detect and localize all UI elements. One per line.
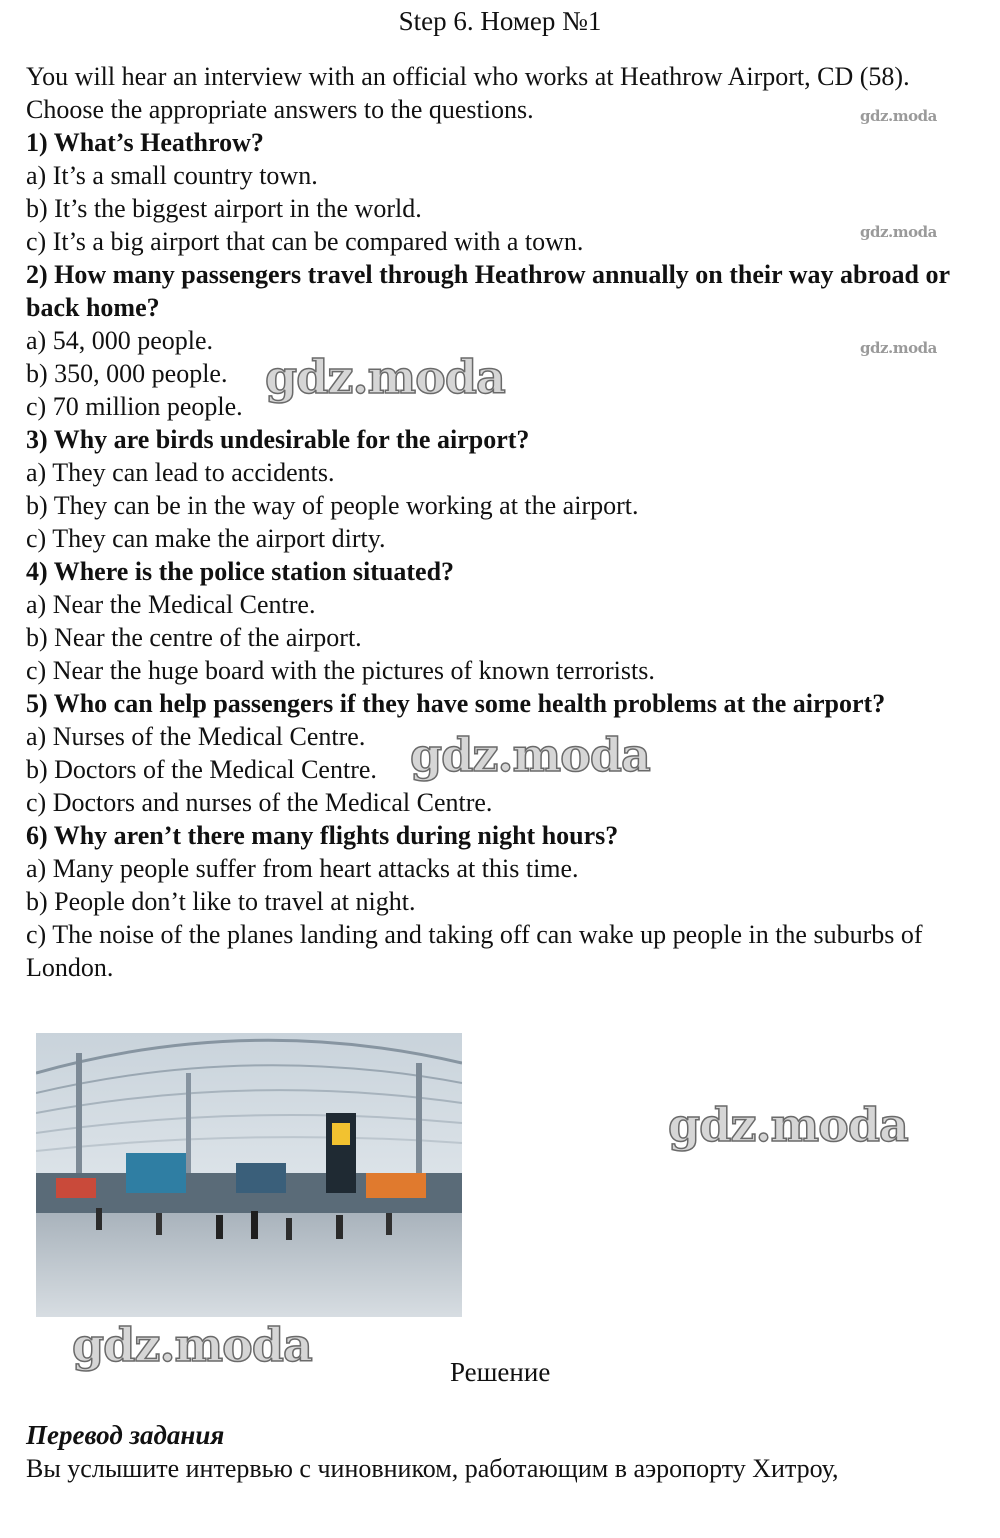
answer-5b: b) Doctors of the Medical Centre. [26, 755, 377, 784]
watermark-large: gdz.moda [72, 1318, 312, 1372]
answer-3b: b) They can be in the way of people working at the airport. [26, 491, 639, 520]
intro-text: You will hear an interview with an official who works at Heathrow Airport, CD (58). Choose the appropriate answers to the questions. [26, 62, 910, 124]
answer-1b: b) It’s the biggest airport in the world. [26, 194, 422, 223]
answer-6a: a) Many people suffer from heart attacks at this time. [26, 854, 579, 883]
question-4: 4) Where is the police station situated? [26, 557, 455, 586]
question-3: 3) Why are birds undesirable for the airport? [26, 425, 530, 454]
watermark-small: gdz.moda [860, 223, 937, 241]
question-2: 2) How many passengers travel through Heathrow annually on their way abroad or back home? [26, 260, 950, 322]
translation-text: Вы услышите интервью с чиновником, работающим в аэропорту Хитроу, [26, 1454, 839, 1483]
answer-4c: c) Near the huge board with the pictures of known terrorists. [26, 656, 655, 685]
question-5: 5) Who can help passengers if they have some health problems at the airport? [26, 689, 886, 718]
solution-label: Решение [450, 1357, 551, 1387]
answer-1c: c) It’s a big airport that can be compared with a town. [26, 227, 584, 256]
page-title: Step 6. Номер №1 [398, 6, 602, 36]
answer-5a: a) Nurses of the Medical Centre. [26, 722, 366, 751]
question-6: 6) Why aren’t there many flights during night hours? [26, 821, 619, 850]
watermark-small: gdz.moda [860, 339, 937, 357]
answer-3c: c) They can make the airport dirty. [26, 524, 386, 553]
answer-6b: b) People don’t like to travel at night. [26, 887, 416, 916]
translation-title: Перевод задания [26, 1420, 225, 1450]
answer-3a: a) They can lead to accidents. [26, 458, 335, 487]
watermark-large: gdz.moda [410, 728, 650, 782]
answer-2b: b) 350, 000 people. [26, 359, 228, 388]
answer-4a: a) Near the Medical Centre. [26, 590, 316, 619]
answer-2a: a) 54, 000 people. [26, 326, 214, 355]
airport-terminal-photo [36, 1033, 462, 1317]
watermark-large: gdz.moda [668, 1098, 908, 1152]
answer-1a: a) It’s a small country town. [26, 161, 318, 190]
answer-2c: c) 70 million people. [26, 392, 243, 421]
answer-4b: b) Near the centre of the airport. [26, 623, 362, 652]
question-1: 1) What’s Heathrow? [26, 128, 264, 157]
exercise-content [26, 60, 976, 984]
answer-6c: c) The noise of the planes landing and taking off can wake up people in the suburbs of London. [26, 920, 923, 982]
watermark-small: gdz.moda [860, 107, 937, 125]
watermark-large: gdz.moda [265, 350, 505, 404]
answer-5c: c) Doctors and nurses of the Medical Centre. [26, 788, 493, 817]
